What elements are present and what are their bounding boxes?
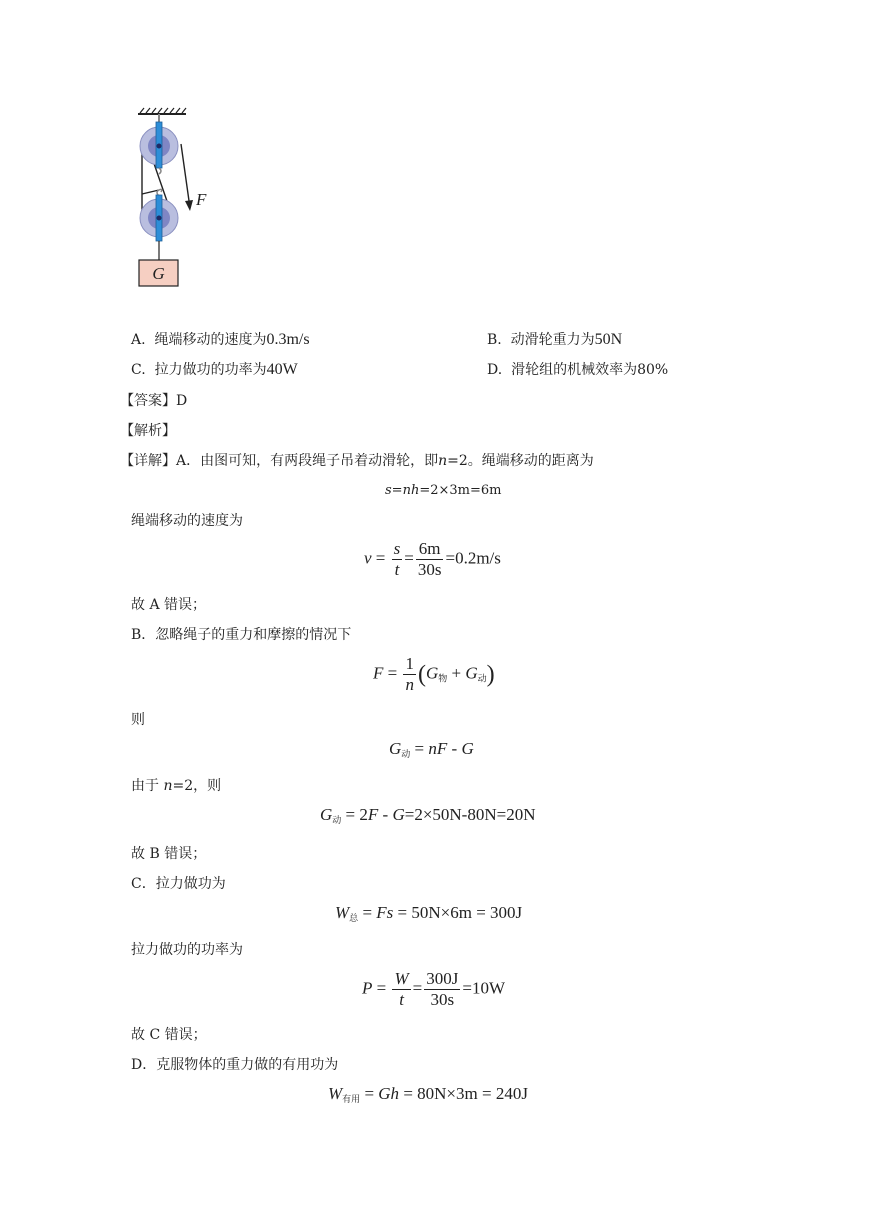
eq-p-num2: 300J [426,969,459,988]
fixed-pulley [140,114,178,174]
option-a [131,331,310,349]
option-c [131,361,298,379]
c-wrong: 故 C 错误； [131,1027,207,1043]
eq-v-var: v [364,548,372,568]
option-a-letter: A. [131,332,146,348]
equation-f: F = $\frac{1}{n}$ $(G_物 + G_动)$ [373,654,495,694]
eq-g-nf: nF [428,739,448,758]
since-line [131,777,221,795]
eq-v-den2: 30s [417,560,442,579]
eq-w-rest: = 50N×6m = 300J [393,903,523,922]
eq-g2-g2: G [392,805,405,824]
eq-f-den: n [405,675,414,694]
eq-f-g1: G [425,663,439,683]
option-d-text: 滑轮组的机械效率为 [511,362,638,378]
option-a-text: 绳端移动的速度为 [154,332,267,348]
option-b-value: 50N [594,331,623,348]
since-text-2: =2，则 [172,778,222,794]
eq-f-var: F [373,663,384,683]
equation-p [362,969,505,1010]
eq-g2-sub: 动 [332,815,342,825]
eq-wu-rest: = 80N×3m = 240J [399,1084,528,1103]
eq-w-equals: = [358,903,377,922]
detail-a-intro [120,452,594,470]
eq-p-equals: = [372,978,391,998]
d-intro: D．克服物体的重力做的有用功为 [131,1057,339,1073]
eq-v-num2: 6m [416,539,444,560]
eq-g-minus: - [447,739,462,758]
eq-f-sub1: 物 [438,673,448,684]
eq-f-sub2: 动 [477,673,487,684]
eq-g-equals: = [410,739,429,758]
option-b-letter: B. [487,332,502,348]
eq-w-var: W [335,903,350,922]
option-b-text: 动滑轮重力为 [510,332,595,348]
eq-v-num: s [393,539,401,558]
pulley-system-diagram [130,104,230,294]
option-d-letter: D. [487,362,503,378]
option-c-letter: C. [131,362,146,378]
eq-g2-f: F [367,805,379,824]
eq-p-den2: 30s [430,990,455,1009]
analysis-label: 【解析】 [120,423,176,439]
eq-wu-gh: Gh [378,1084,400,1103]
answer-value: D [176,393,188,409]
eq-s-rest: =2×3m=6m [419,483,502,498]
eq-g2-minus: - [378,805,393,824]
eq-w-fs: Fs [376,903,394,922]
eq-s-equals: = [391,483,403,498]
detail-label: 【详解】 [120,453,176,469]
equation-v [364,539,501,580]
option-c-text: 拉力做功的功率为 [154,362,267,378]
since-text: 由于 [131,778,159,794]
eq-f-plus: + [447,663,466,683]
eq-f-num: 1 [405,654,414,673]
eq-v-equals: = [371,548,390,568]
eq-s-var: s [385,483,392,498]
equation-w-useful [328,1084,528,1105]
b-intro: B．忽略绳子的重力和摩擦的情况下 [131,627,352,643]
detail-a-intro-n: n [438,453,448,469]
then-label: 则 [131,712,145,728]
option-d-value: 80% [637,362,669,378]
eq-v-fraction-2 [416,539,444,580]
b-wrong: 故 B 错误； [131,846,207,862]
eq-p-result: =10W [462,978,506,998]
eq-g2-equals: = 2 [341,805,368,824]
a-wrong: 故 A 错误； [131,597,207,613]
answer-line [120,392,187,410]
eq-f-equals: = [383,663,402,683]
option-a-value: 0.3m/s [266,331,310,348]
option-c-value: 40W [266,361,298,378]
eq-s-nh: nh [402,483,420,498]
weight-label: G [152,264,165,283]
equation-w [335,903,522,924]
since-n: n [163,778,173,794]
eq-f-g2: G [465,663,478,683]
eq-wu-var: W [328,1084,343,1103]
eq-p-den: t [399,990,404,1009]
eq-g-var: G [389,739,402,758]
eq-wu-equals: = [360,1084,379,1103]
equation-g2 [320,805,536,826]
eq-w-sub: 总 [349,913,359,923]
answer-label: 【答案】 [120,393,176,409]
force-label: F [196,190,207,209]
eq-p-fraction-1 [392,969,410,1010]
power-label: 拉力做功的功率为 [131,942,243,958]
speed-label: 绳端移动的速度为 [131,513,243,529]
option-d [487,361,668,379]
detail-a-intro-text-2: =2。绳端移动的距离为 [447,453,594,469]
eq-v-equals-2: = [404,548,414,568]
movable-pulley [140,189,178,260]
eq-p-var: P [362,978,373,998]
detail-a-intro-text: A．由图可知，有两段绳子吊着动滑轮，即 [176,453,439,469]
eq-v-result: =0.2m/s [445,548,501,568]
eq-g2-var: G [320,805,333,824]
eq-g-sub: 动 [401,749,411,759]
equation-g [389,739,474,760]
eq-p-num: W [394,969,409,988]
option-b [487,331,622,349]
eq-g2-rest: =2×50N-80N=20N [404,805,536,824]
equation-s [385,482,501,500]
eq-g-g2: G [461,739,474,758]
eq-p-equals-2: = [412,978,423,998]
force-arrow [185,200,193,211]
ceiling [138,108,186,114]
eq-f-fraction [403,654,416,695]
eq-p-fraction-2 [424,969,460,1010]
eq-v-den: t [394,560,400,579]
eq-v-fraction-1 [392,539,403,580]
eq-wu-sub: 有用 [342,1094,361,1104]
c-intro: C．拉力做功为 [131,876,226,892]
